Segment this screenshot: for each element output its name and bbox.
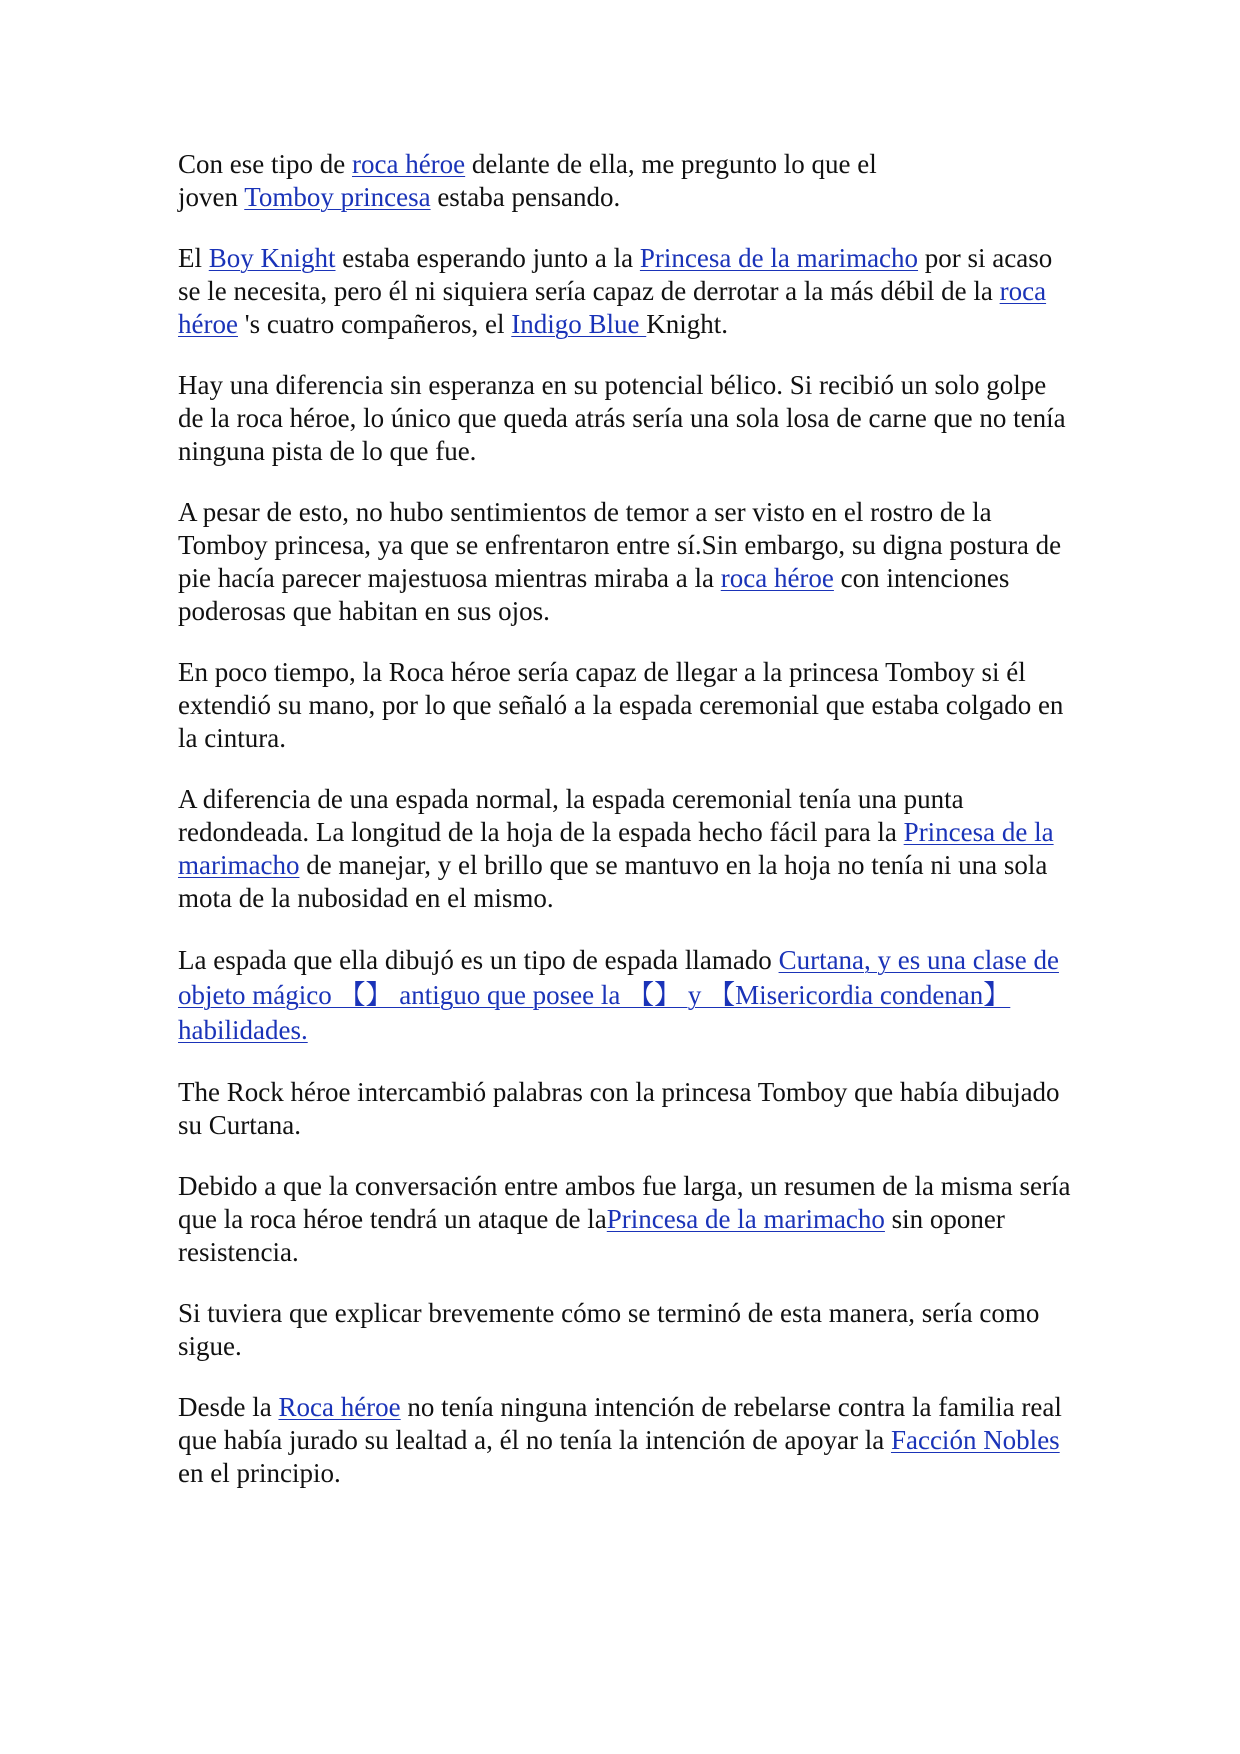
hyperlink[interactable]: Curtana, y es una clase de objeto mágico 【】 antiguo que posee la 【】 y 【Misericordia condenan】 habilidades. [178, 945, 1059, 1045]
text-run: A pesar de esto, no hubo sentimientos de temor a ser visto en el rostro de la Tomboy princesa, ya que se enfrentaron entre sí.Sin embargo, su digna postura de pie hacía parecer majestuosa mientras miraba a la [178, 497, 1062, 593]
text-run: La espada que ella dibujó es un tipo de espada llamado [178, 945, 779, 975]
text-run: Knight. [646, 309, 729, 339]
text-run: en el principio. [178, 1458, 341, 1488]
text-run: no tenía ninguna intención de rebelarse contra la familia real que había jurado su lealtad a, él no tenía la intención de apoyar la [178, 1392, 1062, 1455]
hyperlink[interactable]: Indigo Blue [511, 309, 647, 339]
text-run: 's cuatro compañeros, el [237, 309, 512, 339]
text-run: con intenciones poderosas que habitan en sus ojos. [178, 563, 1010, 626]
paragraph [178, 242, 1078, 341]
paragraph [178, 1391, 1078, 1490]
text-run: El [178, 243, 209, 273]
document-page [178, 148, 1078, 1518]
text-run: de manejar, y el brillo que se mantuvo en la hoja no tenía ni una sola mota de la nubosidad en el mismo. [178, 850, 1048, 913]
text-run: En poco tiempo, la Roca héroe sería capaz de llegar a la princesa Tomboy si él extendió su mano, por lo que señaló a la espada ceremonial que estaba colgado en la cintura. [178, 657, 1064, 753]
paragraph [178, 1170, 1078, 1269]
paragraph [178, 656, 1078, 755]
text-run: Desde la [178, 1392, 279, 1422]
text-run: Si tuviera que explicar brevemente cómo se terminó de esta manera, sería como sigue. [178, 1298, 1040, 1361]
paragraph [178, 496, 1078, 628]
hyperlink[interactable]: roca héroe [178, 276, 1047, 339]
paragraph [178, 1076, 1078, 1142]
hyperlink[interactable]: Princesa de la marimacho [606, 1204, 885, 1234]
text-run: Debido a que la conversación entre ambos fue larga, un resumen de la misma sería que la roca héroe tendrá un ataque de la [178, 1171, 1071, 1234]
text-run: Con ese tipo de [178, 149, 352, 179]
text-run: delante de ella, me pregunto lo que el [465, 149, 877, 179]
text-run: A diferencia de una espada normal, la espada ceremonial tenía una punta redondeada. La longitud de la hoja de la espada hecho fácil para la [178, 784, 964, 847]
paragraph [178, 1297, 1078, 1363]
text-run: estaba esperando junto a la [335, 243, 640, 273]
hyperlink[interactable]: Boy Knight [208, 243, 336, 273]
paragraph [178, 943, 1078, 1048]
text-run: joven [178, 182, 245, 212]
paragraph [178, 783, 1078, 915]
text-run: sin oponer resistencia. [178, 1204, 1005, 1267]
text-run: The Rock héroe intercambió palabras con la princesa Tomboy que había dibujado su Curtana. [178, 1077, 1060, 1140]
hyperlink[interactable]: Roca héroe [278, 1392, 401, 1422]
hyperlink[interactable]: Tomboy princesa [244, 182, 431, 212]
text-run: estaba pensando. [430, 182, 621, 212]
hyperlink[interactable]: Princesa de la marimacho [639, 243, 919, 273]
paragraph [178, 148, 1078, 214]
hyperlink[interactable]: Facción Nobles [890, 1425, 1060, 1455]
text-run: Hay una diferencia sin esperanza en su potencial bélico. Si recibió un solo golpe de la roca héroe, lo único que queda atrás sería una sola losa de carne que no tenía ninguna pista de lo que fue. [178, 370, 1066, 466]
hyperlink[interactable]: roca héroe [351, 149, 466, 179]
hyperlink[interactable]: Princesa de la marimacho [178, 817, 1054, 880]
text-run: por si acaso se le necesita, pero él ni siquiera sería capaz de derrotar a la más débil de la [178, 243, 1053, 306]
hyperlink[interactable]: roca héroe [720, 563, 834, 593]
paragraph [178, 369, 1078, 468]
